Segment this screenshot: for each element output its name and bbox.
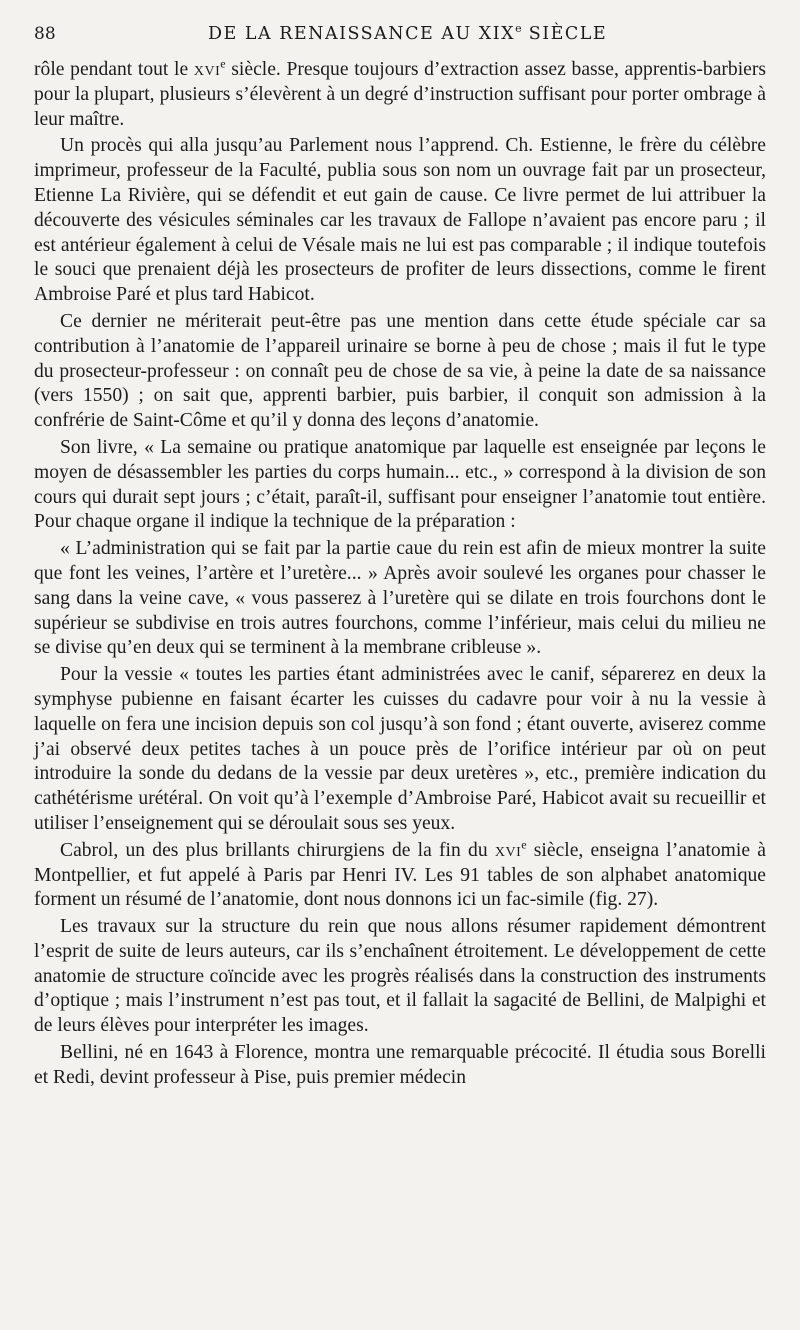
paragraph bbox=[34, 310, 766, 434]
text-run: siècle, enseigna l’anatomie à Montpellier, et fut appelé à Paris par Henri IV. Les 91 tables de son alphabet anatomique forment un résumé de l’anatomie, dont nous donnons ici un fac-simile (fig. 27). bbox=[34, 839, 766, 911]
text-run: siècle. Presque toujours d’extraction assez basse, apprentis-barbiers pour la plupart, plusieurs s’élevèrent à un degré d’instruction suffisant pour porter ombrage à leur maître. bbox=[34, 59, 767, 130]
paragraph bbox=[34, 1041, 766, 1091]
paragraph bbox=[34, 537, 766, 661]
text-run: Cabrol, un des plus brillants chirurgiens de la fin du bbox=[60, 839, 495, 861]
body-text bbox=[34, 58, 766, 1091]
paragraph bbox=[34, 663, 766, 837]
text-run: rôle pendant tout le bbox=[34, 59, 194, 80]
small-caps-numeral: xvi bbox=[193, 59, 221, 80]
text-run: Son livre, « La semaine ou pratique anatomique par laquelle est enseignée par leçons le moyen de désassembler les parties du corps humain... etc., » correspond à la division de son cours qui durait sept jours ; c’était, paraît-il, suffisant pour enseigner l’anatomie tout entière. Pour chaque organe il indique la technique de la préparation : bbox=[34, 436, 766, 533]
running-head-text: DE LA RENAISSANCE AU XIX bbox=[208, 23, 516, 44]
superscript: e bbox=[220, 56, 226, 71]
text-run: Ce dernier ne mériterait peut-être pas une mention dans cette étude spéciale car sa contribution à l’anatomie de l’appareil urinaire se borne à peu de chose ; mais il fut le type du prosecteur-professeur : on connaît peu de chose de sa vie, à peine la date de sa naissance (vers 1550) ; on sait que, apprenti barbier, puis barbier, il conquit son admission à la confrérie de Saint-Côme et qu’il y donna des leçons d’anatomie. bbox=[34, 310, 766, 432]
paragraph bbox=[34, 58, 766, 132]
text-run: Les travaux sur la structure du rein que nous allons résumer rapidement démontrent l’esprit de suite de leurs auteurs, car ils s’enchaînent étroitement. Le développement de cette anatomie de structure coïncide avec les progrès réalisés dans la construction des instruments d’optique ; mais l’instrument n’est pas tout, et il fallait la sagacité de Bellini, de Malpighi et de leurs élèves pour interpréter les images. bbox=[34, 916, 766, 1037]
small-caps-numeral: xvi bbox=[494, 839, 522, 861]
paragraph bbox=[34, 915, 766, 1039]
text-run: Bellini, né en 1643 à Florence, montra une remarquable précocité. Il étudia sous Borelli et Redi, devint professeur à Pise, puis premier médecin bbox=[34, 1042, 766, 1088]
paragraph bbox=[34, 436, 766, 535]
running-head-superscript: e bbox=[515, 22, 522, 35]
paragraph bbox=[34, 839, 766, 913]
running-head bbox=[154, 22, 766, 44]
superscript: e bbox=[521, 837, 527, 852]
text-run: Pour la vessie « toutes les parties étant administrées avec le canif, séparerez en deux la symphyse pubienne en faisant écarter les cuisses du cadavre pour voir à nu la vessie à laquelle on fera une incision depuis son col jusqu’à son fond ; étant ouverte, aviserez comme j’ai observé deux petites taches à un pouce près de l’orifice intérieur par où on peut introduire la sonde du dedans de la vessie par deux uretères », etc., première indication du cathétérisme urétéral. On voit qu’à l’exemple d’Ambroise Paré, Habicot avait su recueillir et utiliser l’enseignement qui se déroulait sous ses yeux. bbox=[34, 664, 766, 834]
running-head-end: SIÈCLE bbox=[521, 23, 608, 44]
text-run: Un procès qui alla jusqu’au Parlement nous l’apprend. Ch. Estienne, le frère du célèbre imprimeur, professeur de la Faculté, publia sous son nom un ouvrage fait par un prosecteur, Etienne La Rivière, qui se défendit et eut gain de cause. Ce livre permet de lui attribuer la découverte des vésicules séminales car les travaux de Fallope n’avaient pas encore paru ; il est antérieur également à celui de Vésale mais ne lui est pas comparable ; il indique toutefois le souci que prenaient déjà les prosecteurs de profiter de leurs dissections, comme le firent Ambroise Paré et plus tard Habicot. bbox=[34, 135, 766, 306]
paragraph bbox=[34, 134, 766, 308]
page-number: 88 bbox=[34, 23, 56, 44]
text-run: « L’administration qui se fait par la partie caue du rein est afin de mieux montrer la suite que font les veines, l’artère et l’uretère... » Après avoir soulevé les organes pour chasser le sang dans la veine cave, « vous passerez à l’uretère qui se dilate en trois fourchons dont le supérieur se subdivise en trois autres fourchons, comme l’inférieur, mais celui du milieu ne se divise qu’en deux qui se terminent à la membrane cribleuse ». bbox=[34, 538, 766, 659]
page-header bbox=[34, 22, 766, 58]
